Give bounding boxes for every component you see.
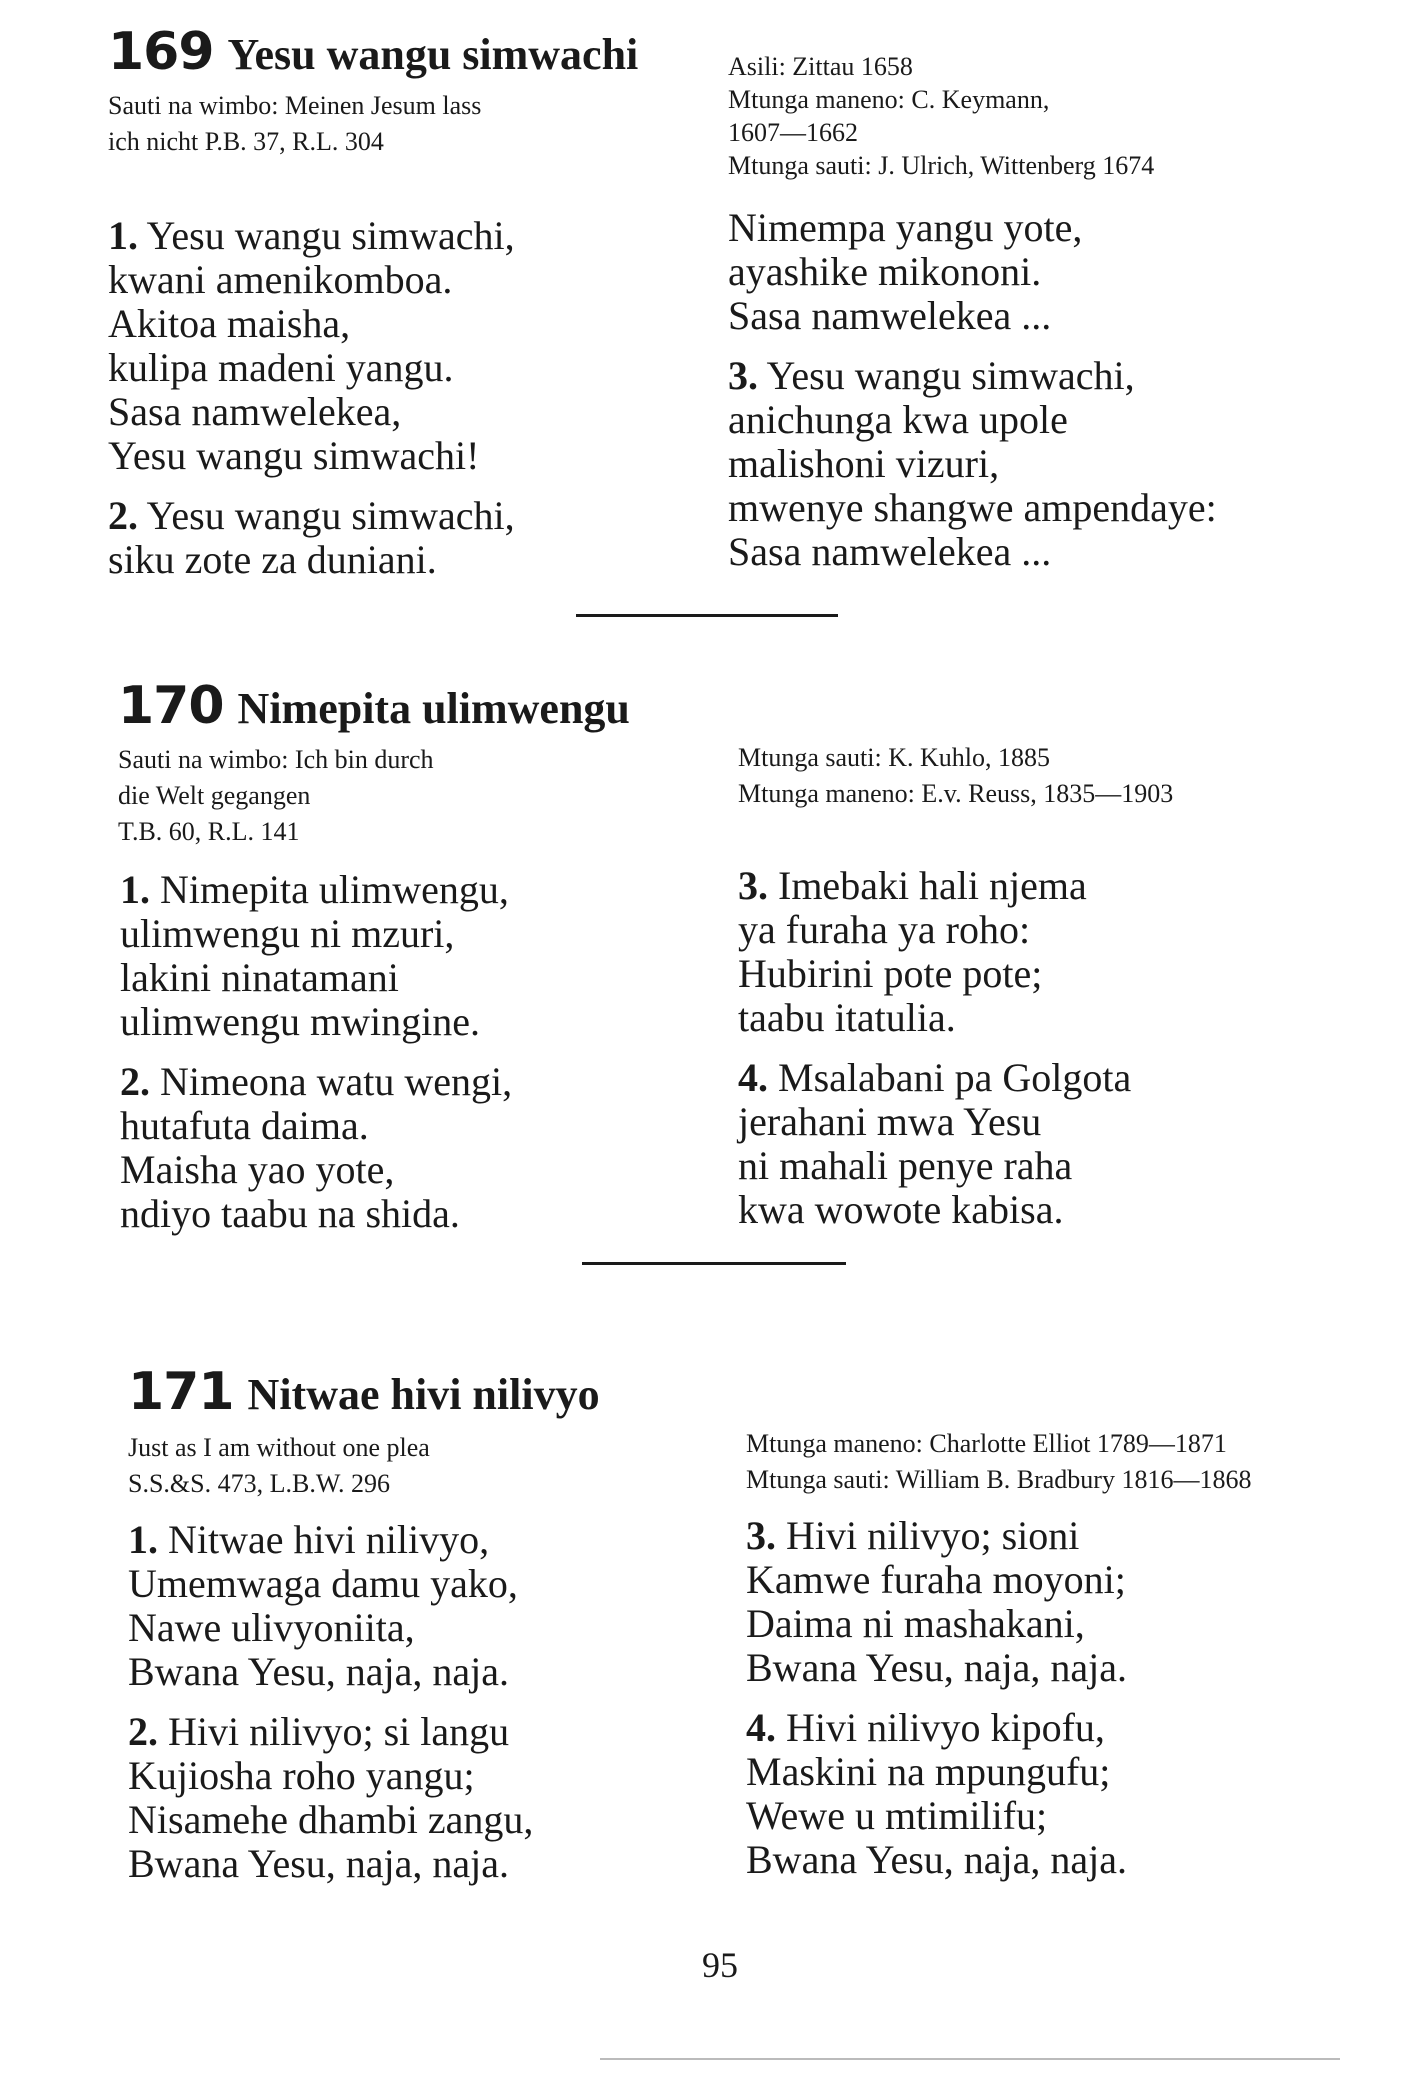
meta-line: Just as I am without one plea [128,1433,430,1462]
verse-line: Bwana Yesu, naja, naja. [128,1649,510,1694]
verse-text: Nimeona watu wengi, [160,1059,513,1104]
meta-line: 1607—1662 [728,118,858,147]
verse [746,1706,1386,1882]
meta-line: Mtunga maneno: Charlotte Elliot 1789—1871 [746,1429,1227,1458]
verse-line: mwenye shangwe ampendaye: [728,485,1217,530]
verse-line [728,354,1368,398]
hymn-170-left-verses [120,868,720,1252]
page-edge-line [600,2058,1340,2060]
verse-line: ulimwengu ni mzuri, [120,911,455,956]
verse-line: Nawe ulivyoniita, [128,1605,415,1650]
hymn-171-credits [746,1426,1386,1498]
hymn-170-right-verses [738,864,1378,1248]
verse [108,494,708,582]
verse-line: Bwana Yesu, naja, naja. [746,1645,1128,1690]
verse-line: Maisha yao yote, [120,1147,395,1192]
verse-line: Bwana Yesu, naja, naja. [128,1841,510,1886]
verse [108,214,708,478]
verse-line: Sasa namwelekea, [108,389,402,434]
meta-line: Sauti na wimbo: Ich bin durch [118,745,434,774]
verse-line: ni mahali penye raha [738,1143,1073,1188]
verse-line: taabu itatulia. [738,995,956,1040]
verse-line [120,1060,720,1104]
section-divider [576,614,838,617]
verse-line: kwani amenikomboa. [108,257,453,302]
verse [128,1518,728,1694]
verse [120,868,720,1044]
page-number: 95 [702,1945,738,1985]
hymn-171-left-verses [128,1518,728,1902]
hymn-171-title [128,1362,600,1422]
verse-text: Nimepita ulimwengu, [160,867,509,912]
verse-line: malishoni vizuri, [728,441,1000,486]
verse-line: hutafuta daima. [120,1103,369,1148]
meta-line: Mtunga sauti: William B. Bradbury 1816—1868 [746,1465,1252,1494]
verse-line: anichunga kwa upole [728,397,1068,442]
hymn-title: Nimepita ulimwengu [237,684,630,733]
verse-number: 1. [108,213,138,258]
hymn-number: 170 [118,676,224,736]
verse-line: ulimwengu mwingine. [120,999,480,1044]
verse-line: Nisamehe dhambi zangu, [128,1797,534,1842]
verse-text: Imebaki hali njema [778,863,1087,908]
verse [738,1056,1378,1232]
hymn-title: Nitwae hivi nilivyo [247,1370,600,1419]
verse-line [746,1706,1386,1750]
hymn-number: 169 [108,22,214,82]
meta-line: ich nicht P.B. 37, R.L. 304 [108,127,384,156]
hymn-169-tune-info [108,88,708,160]
section-divider [582,1262,846,1265]
verse-text: Hivi nilivyo; si langu [168,1709,510,1754]
hymn-title: Yesu wangu simwachi [227,30,639,79]
verse [128,1710,728,1886]
verse-line: Akitoa maisha, [108,301,351,346]
verse-line: Hubirini pote pote; [738,951,1043,996]
verse [728,206,1368,338]
verse-number: 2. [128,1709,158,1754]
verse-text: Yesu wangu simwachi, [146,213,515,258]
verse-line [120,868,720,912]
verse-number: 3. [738,863,768,908]
verse-text: Nitwae hivi nilivyo, [168,1517,490,1562]
verse-line: siku zote za duniani. [108,537,437,582]
verse-line [108,214,708,258]
meta-line: T.B. 60, R.L. 141 [118,817,300,846]
verse-number: 2. [120,1059,150,1104]
verse-number: 1. [120,867,150,912]
hymn-169-right-verses [728,206,1368,590]
verse-line: jerahani mwa Yesu [738,1099,1042,1144]
verse-line [128,1518,728,1562]
hymn-170-title [118,676,630,736]
verse [746,1514,1386,1690]
meta-line: Mtunga sauti: J. Ulrich, Wittenberg 1674 [728,151,1155,180]
verse-line: Sasa namwelekea ... [728,293,1052,338]
verse-line: ya furaha ya roho: [738,907,1031,952]
verse-number: 4. [738,1055,768,1100]
verse-line: Maskini na mpungufu; [746,1749,1111,1794]
hymn-170-credits [738,740,1378,812]
verse-text: Yesu wangu simwachi, [146,493,515,538]
verse-line: Bwana Yesu, naja, naja. [746,1837,1128,1882]
verse-line: Nimempa yangu yote, [728,205,1083,250]
verse-line: Daima ni mashakani, [746,1601,1085,1646]
hymn-171-right-verses [746,1514,1386,1898]
verse-number: 4. [746,1705,776,1750]
verse-line: kulipa madeni yangu. [108,345,454,390]
meta-line: Sauti na wimbo: Meinen Jesum lass [108,91,482,120]
meta-line: S.S.&S. 473, L.B.W. 296 [128,1469,390,1498]
verse [738,864,1378,1040]
verse-line: kwa wowote kabisa. [738,1187,1064,1232]
verse-number: 2. [108,493,138,538]
verse-line: ndiyo taabu na shida. [120,1191,460,1236]
verse-line: Sasa namwelekea ... [728,529,1052,574]
verse-number: 3. [746,1513,776,1558]
verse-line [738,864,1378,908]
verse-text: Hivi nilivyo kipofu, [786,1705,1105,1750]
verse-line: Yesu wangu simwachi! [108,433,480,478]
verse-number: 1. [128,1517,158,1562]
verse-text: Yesu wangu simwachi, [766,353,1135,398]
verse-line: Kujiosha roho yangu; [128,1753,475,1798]
hymn-169-credits [728,50,1368,182]
meta-line: die Welt gegangen [118,781,311,810]
verse-number: 3. [728,353,758,398]
verse [728,354,1368,574]
verse-line [738,1056,1378,1100]
meta-line: Mtunga maneno: E.v. Reuss, 1835—1903 [738,779,1174,808]
hymn-169-title [108,22,638,82]
verse-text: Hivi nilivyo; sioni [786,1513,1080,1558]
verse-line: lakini ninatamani [120,955,399,1000]
verse-line: Kamwe furaha moyoni; [746,1557,1126,1602]
verse [120,1060,720,1236]
meta-line: Mtunga sauti: K. Kuhlo, 1885 [738,743,1050,772]
hymn-171-tune-info [128,1430,728,1502]
verse-line: Umemwaga damu yako, [128,1561,518,1606]
verse-line: ayashike mikononi. [728,249,1042,294]
meta-line: Asili: Zittau 1658 [728,52,913,81]
verse-line [746,1514,1386,1558]
verse-line: Wewe u mtimilifu; [746,1793,1048,1838]
verse-line [128,1710,728,1754]
verse-text: Msalabani pa Golgota [778,1055,1132,1100]
meta-line: Mtunga maneno: C. Keymann, [728,85,1050,114]
hymn-169-left-verses [108,214,708,598]
hymn-number: 171 [128,1362,234,1422]
hymn-170-tune-info [118,742,718,850]
verse-line [108,494,708,538]
